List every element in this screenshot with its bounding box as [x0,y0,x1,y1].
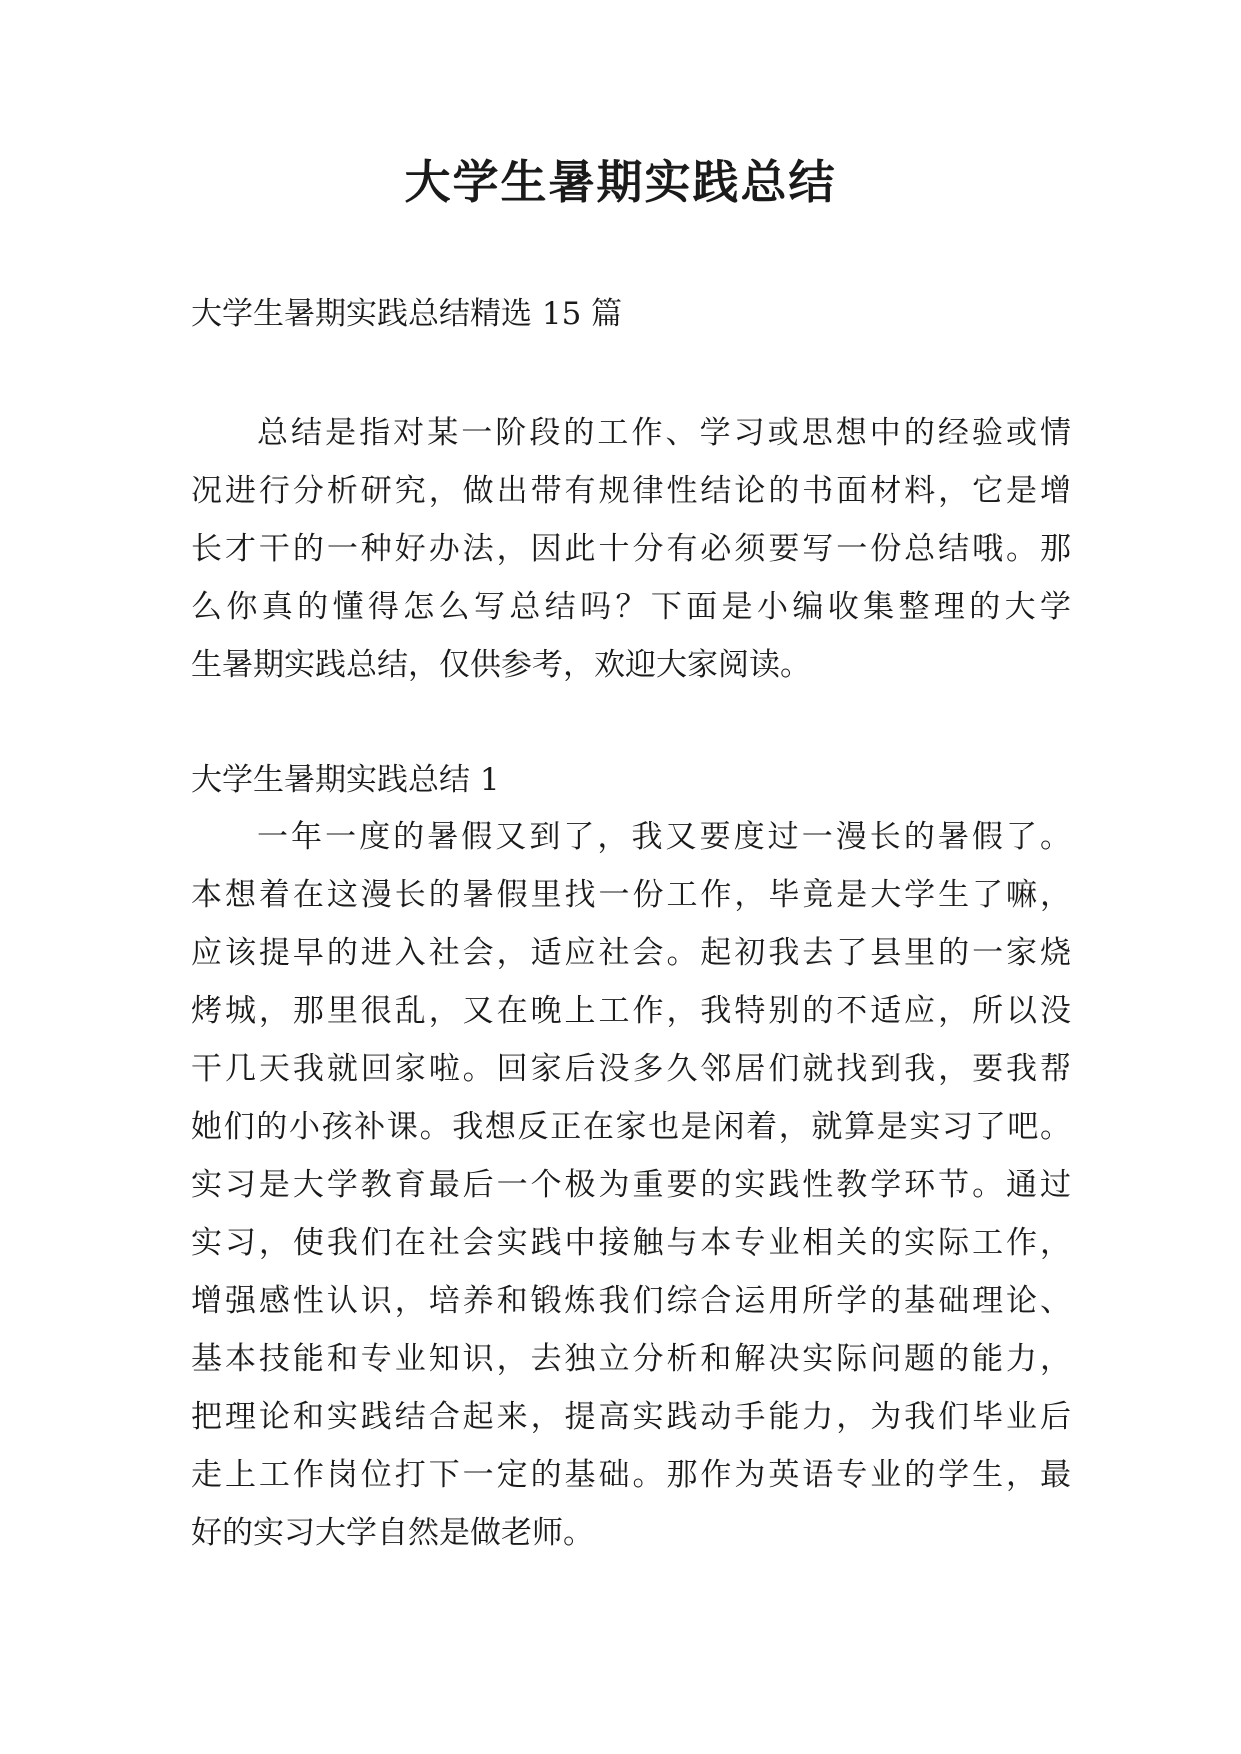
intro-line: 长才干的一种好办法，因此十分有必须要写一份总结哦。那 [191,531,1071,567]
body-line: 基本技能和专业知识，去独立分析和解决实际问题的能力， [191,1341,1071,1377]
intro-line: 总结是指对某一阶段的工作、学习或思想中的经验或情 [257,415,1071,451]
section-body-paragraph [191,808,1071,1562]
body-line: 她们的小孩补课。我想反正在家也是闲着，就算是实习了吧。 [191,1109,1071,1145]
intro-line: 么你真的懂得怎么写总结吗？下面是小编收集整理的大学 [191,589,1071,625]
body-line: 应该提早的进入社会，适应社会。起初我去了县里的一家烧 [191,935,1071,971]
document-subtitle: 大学生暑期实践总结精选 15 篇 [191,296,623,332]
body-line: 好的实习大学自然是做老师。 [191,1515,594,1551]
section-heading: 大学生暑期实践总结 1 [191,762,500,798]
intro-paragraph [191,404,1071,694]
body-line: 增强感性认识，培养和锻炼我们综合运用所学的基础理论、 [191,1283,1071,1319]
body-line: 实习，使我们在社会实践中接触与本专业相关的实际工作， [191,1225,1071,1261]
intro-line: 况进行分析研究，做出带有规律性结论的书面材料，它是增 [191,473,1071,509]
body-line: 一年一度的暑假又到了，我又要度过一漫长的暑假了。 [257,819,1071,855]
body-line: 干几天我就回家啦。回家后没多久邻居们就找到我，要我帮 [191,1051,1071,1087]
body-line: 把理论和实践结合起来，提高实践动手能力，为我们毕业后 [191,1399,1071,1435]
body-line: 烤城，那里很乱，又在晚上工作，我特别的不适应，所以没 [191,993,1071,1029]
body-line: 本想着在这漫长的暑假里找一份工作，毕竟是大学生了嘛， [191,877,1071,913]
intro-line: 生暑期实践总结，仅供参考，欢迎大家阅读。 [191,647,811,683]
body-line: 走上工作岗位打下一定的基础。那作为英语专业的学生，最 [191,1457,1071,1493]
document-title: 大学生暑期实践总结 [404,155,837,209]
body-line: 实习是大学教育最后一个极为重要的实践性教学环节。通过 [191,1167,1071,1203]
